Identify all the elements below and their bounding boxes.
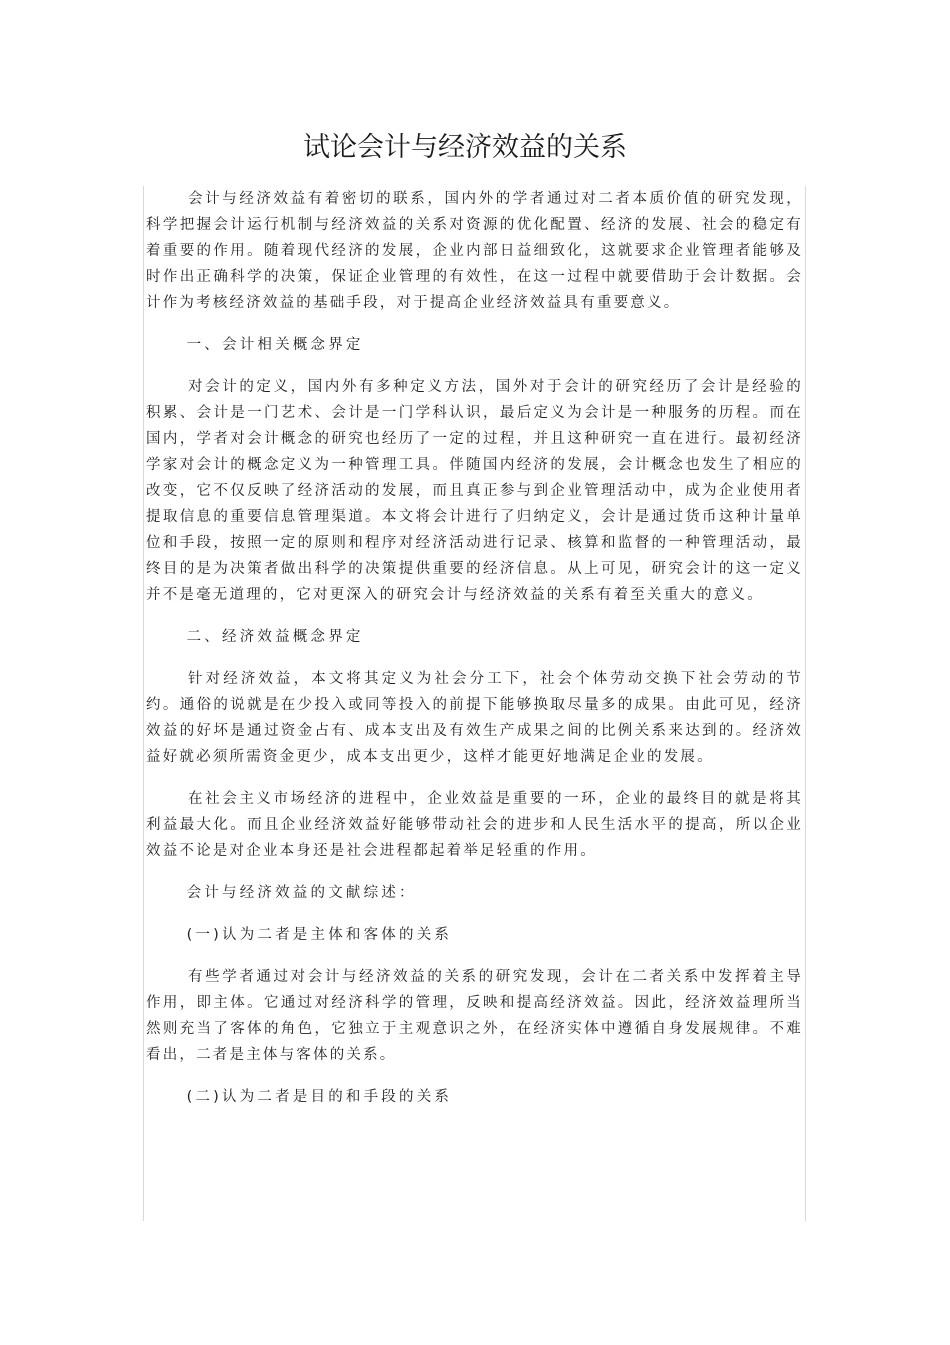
economic-benefit-paragraph: 针对经济效益，本文将其定义为社会分工下，社会个体劳动交换下社会劳动的节约。通俗的说就是在少投入或同等投入的前提下能够换取尽量多的成果。由此可见，经济效益的好坏是通过资金占有、成本支出及有效生产成果之间的比例关系来达到的。经济效益好就必须所需资金更少，成本支出更少，这样才能更好地满足企业的发展。 bbox=[146, 671, 803, 765]
accounting-definition-paragraph: 对会计的定义，国内外有多种定义方法，国外对于会计的研究经历了会计是经验的积累、会计是一门艺术、会计是一门学科认识，最后定义为会计是一种服务的历程。而在国内，学者对会计概念的研究也经历了一定的过程，并且这种研究一直在进行。最初经济学家对会计的概念定义为一种管理工具。伴随国内经济的发展，会计概念也发生了相应的改变，它不仅反映了经济活动的发展，而且真正参与到企业管理活动中，成为企业使用者提取信息的重要信息管理渠道。本文将会计进行了归纳定义，会计是通过货币这种计量单位和手段，按照一定的原则和程序对经济活动进行记录、核算和监督的一种管理活动，最终目的是为决策者做出科学的决策提供重要的经济信息。从上可见，研究会计的这一定义并不是毫无道理的，它对更深入的研究会计与经济效益的关系有着至关重大的意义。 bbox=[146, 379, 803, 603]
subject-object-paragraph: 有些学者通过对会计与经济效益的关系的研究发现，会计在二者关系中发挥着主导作用，即主体。它通过对经济科学的管理，反映和提高经济效益。因此，经济效益理所当然则充当了客体的角色，它独立于主观意识之外，在经济实体中遵循自身发展规律。不难看出，二者是主体与客体的关系。 bbox=[146, 969, 803, 1063]
literature-review-heading: 会计与经济效益的文献综述： bbox=[186, 885, 417, 901]
document-title: 试论会计与经济效益的关系 bbox=[303, 132, 627, 163]
market-economy-paragraph: 在社会主义市场经济的进程中，企业效益是重要的一环，企业的最终目的就是将其利益最大化。而且企业经济效益好能够带动社会的进步和人民生活水平的提高，所以企业效益不论是对企业本身还是社会进程都起着举足轻重的作用。 bbox=[146, 791, 803, 859]
subsection-heading-1: (一)认为二者是主体和客体的关系 bbox=[186, 927, 453, 943]
subsection-heading-2: (二)认为二者是目的和手段的关系 bbox=[186, 1089, 453, 1105]
document-body bbox=[143, 186, 806, 1221]
intro-paragraph: 会计与经济效益有着密切的联系，国内外的学者通过对二者本质价值的研究发现，科学把握会计运行机制与经济效益的关系对资源的优化配置、经济的发展、社会的稳定有着重要的作用。随着现代经济的发展，企业内部日益细致化，这就要求企业管理者能够及时作出正确科学的决策，保证企业管理的有效性，在这一过程中就要借助于会计数据。会计作为考核经济效益的基础手段，对于提高企业经济效益具有重要意义。 bbox=[146, 191, 803, 311]
section-heading-2: 二、经济效益概念界定 bbox=[186, 629, 364, 645]
section-heading-1: 一、会计相关概念界定 bbox=[186, 337, 364, 353]
